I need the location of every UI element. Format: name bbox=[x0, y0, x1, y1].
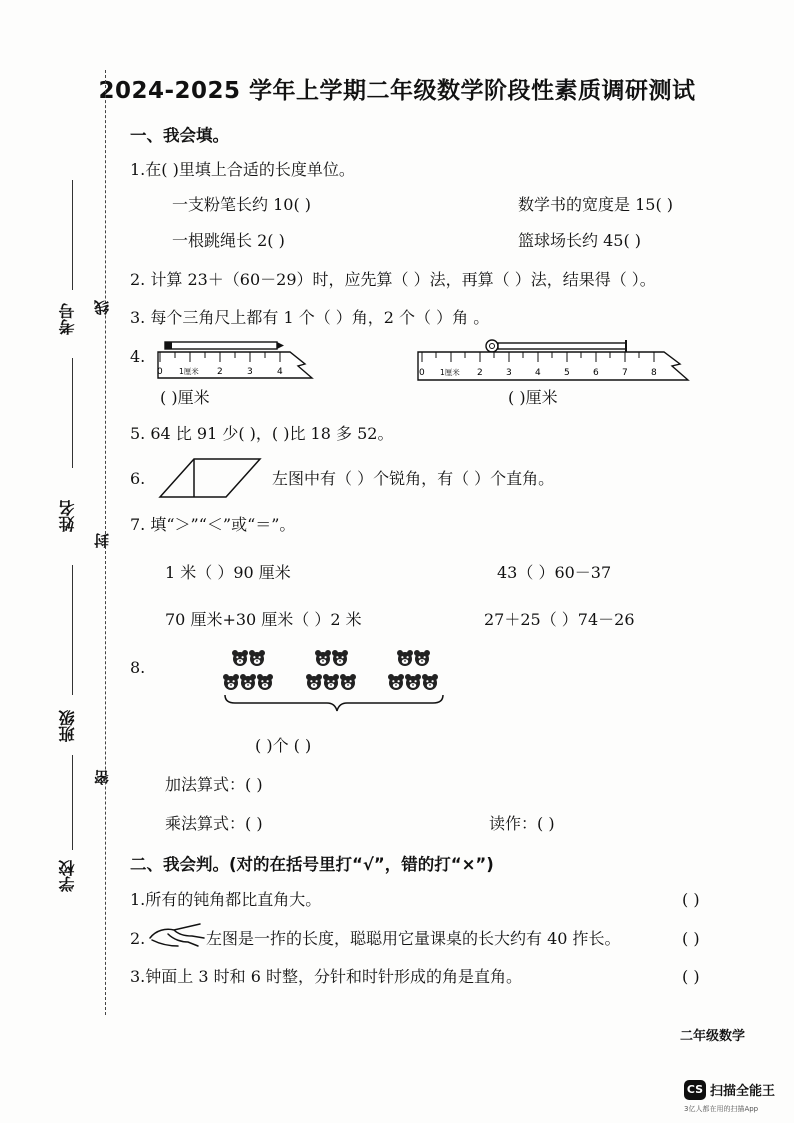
bears-figure bbox=[215, 645, 460, 715]
section2-heading: 二、我会判。(对的在括号里打“√”，错的打“×”) bbox=[130, 855, 494, 874]
q6-text: 左图中有（ ）个锐角，有（ ）个直角。 bbox=[272, 469, 555, 488]
parallelogram-outline bbox=[160, 459, 260, 497]
q8-multiplication: 乘法算式：( ) bbox=[165, 814, 263, 833]
pencil-eraser bbox=[165, 342, 172, 349]
binding-label-name: 姓名 bbox=[58, 500, 77, 532]
ruler-2-tick-6: 6 bbox=[593, 368, 599, 378]
ruler-2-tick-5: 5 bbox=[564, 368, 570, 378]
camscanner-tagline: 3亿人都在用的扫描App bbox=[684, 1105, 759, 1113]
q8-blank: ( )个 ( ) bbox=[255, 736, 312, 755]
q4-answer-1: ( )厘米 bbox=[160, 388, 210, 407]
q8-number: 8. bbox=[130, 658, 146, 677]
ruler-1-tick-3: 3 bbox=[247, 367, 253, 377]
ruler-2-tick-2: 2 bbox=[477, 368, 483, 378]
q5-text: 5. 64 比 91 少( )，( )比 18 多 52。 bbox=[130, 424, 394, 443]
binding-line-name bbox=[72, 358, 73, 468]
q1-chalk: 一支粉笔长约 10( ) bbox=[172, 195, 312, 214]
ruler-1-tick-4: 4 bbox=[277, 367, 283, 377]
judge-2-number: 2. bbox=[130, 929, 146, 948]
ruler-1-figure bbox=[150, 336, 330, 386]
seal-char-seal: 封 bbox=[93, 533, 111, 548]
footer-subject: 二年级数学 bbox=[680, 1029, 746, 1044]
key-hole bbox=[490, 344, 495, 349]
binding-label-class: 班级 bbox=[58, 710, 77, 742]
ruler-1-tick-2: 2 bbox=[217, 367, 223, 377]
bear-group-2 bbox=[306, 650, 356, 690]
binding-line-school bbox=[72, 755, 73, 850]
q8-addition: 加法算式：( ) bbox=[165, 775, 263, 794]
ruler-2-figure bbox=[412, 334, 702, 386]
ruler-2-tick-8: 8 bbox=[651, 368, 657, 378]
seal-char-secret: 密 bbox=[93, 770, 111, 785]
q7-compare-c: 70 厘米+30 厘米（ ）2 米 bbox=[165, 610, 362, 629]
q1-book: 数学书的宽度是 15( ) bbox=[518, 195, 674, 214]
q1-rope: 一根跳绳长 2( ) bbox=[172, 231, 285, 250]
judge-1-paren: ( ) bbox=[682, 890, 700, 909]
q7-compare-b: 43（ ）60－37 bbox=[497, 563, 612, 582]
ruler-2-tick-1: 1厘米 bbox=[440, 368, 460, 377]
key-shaft bbox=[498, 343, 626, 349]
pencil-body bbox=[165, 342, 277, 349]
bear-group-1 bbox=[223, 650, 273, 690]
q4-number: 4. bbox=[130, 347, 146, 366]
ruler-2-tick-4: 4 bbox=[535, 368, 541, 378]
q3-text: 3. 每个三角尺上都有 1 个（ ）角，2 个（ ）角 。 bbox=[130, 308, 490, 327]
ruler-2-tick-3: 3 bbox=[506, 368, 512, 378]
hand-span-icon bbox=[148, 920, 208, 950]
section1-heading: 一、我会填。 bbox=[130, 126, 229, 145]
q6-number: 6. bbox=[130, 469, 146, 488]
camscanner-name: 扫描全能王 bbox=[710, 1084, 776, 1099]
q7-compare-d: 27＋25（ ）74－26 bbox=[484, 610, 635, 629]
binding-label-school: 学校 bbox=[58, 860, 77, 892]
ruler-1-tick-1: 1厘米 bbox=[179, 367, 199, 376]
q4-answer-2: ( )厘米 bbox=[508, 388, 558, 407]
parallelogram-figure bbox=[158, 457, 263, 499]
q2-text: 2. 计算 23＋（60－29）时，应先算（ ）法，再算（ ）法，结果得（ ）。 bbox=[130, 270, 656, 289]
pencil-tip bbox=[277, 342, 284, 349]
page-title: 2024-2025 学年上学期二年级数学阶段性素质调研测试 bbox=[98, 78, 696, 104]
q7-stem: 7. 填“＞”“＜”或“＝”。 bbox=[130, 515, 296, 534]
binding-line-class bbox=[72, 565, 73, 695]
ruler-2-tick-7: 7 bbox=[622, 368, 628, 378]
q8-read-as: 读作：( ) bbox=[489, 814, 555, 833]
bears-brace bbox=[225, 695, 443, 711]
seal-char-line: 线 bbox=[93, 300, 111, 315]
binding-label-exam-no: 考号 bbox=[58, 303, 77, 335]
ruler-2-tick-0: 0 bbox=[419, 368, 425, 378]
camscanner-logo-icon: CS bbox=[684, 1080, 706, 1100]
bear-group-3 bbox=[388, 650, 438, 690]
judge-3-text: 3.钟面上 3 时和 6 时整，分针和时针形成的角是直角。 bbox=[130, 967, 522, 986]
judge-2-text: 左图是一拃的长度，聪聪用它量课桌的长大约有 40 拃长。 bbox=[206, 929, 621, 948]
q1-stem: 1.在( )里填上合适的长度单位。 bbox=[130, 160, 355, 179]
q1-court: 篮球场长约 45( ) bbox=[518, 231, 642, 250]
judge-2-paren: ( ) bbox=[682, 929, 700, 948]
q7-compare-a: 1 米（ ）90 厘米 bbox=[165, 563, 291, 582]
ruler-1-tick-0: 0 bbox=[157, 367, 163, 377]
binding-line-exam-no bbox=[72, 180, 73, 290]
judge-1-text: 1.所有的钝角都比直角大。 bbox=[130, 890, 322, 909]
judge-3-paren: ( ) bbox=[682, 967, 700, 986]
